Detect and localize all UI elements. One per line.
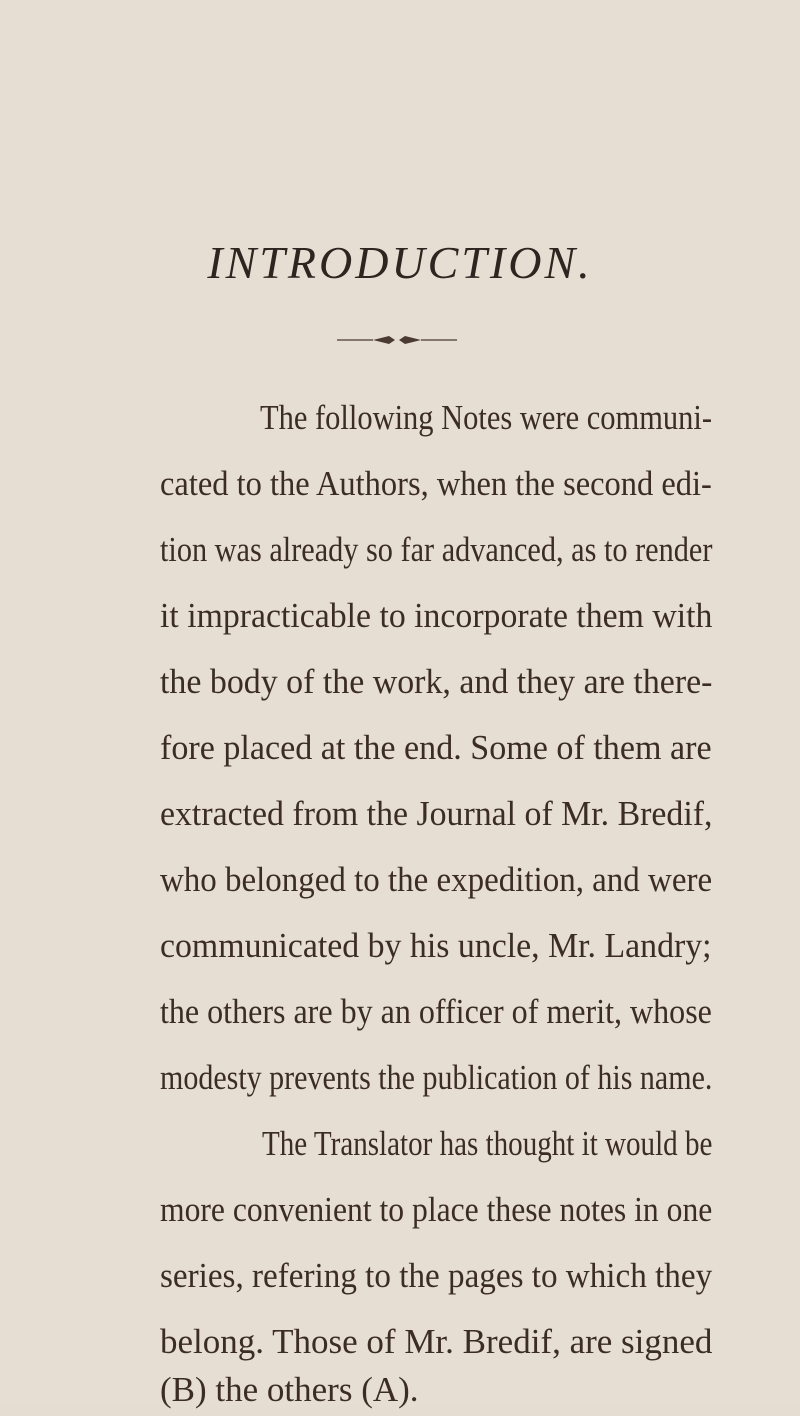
- text-line: belong. Those of Mr. Bredif, are signed: [160, 1322, 713, 1361]
- text-line: extracted from the Journal of Mr. Bredif,: [160, 794, 713, 833]
- text-line: cated to the Authors, when the second edi-: [160, 464, 712, 503]
- text-line: tion was already so far advanced, as to render: [160, 530, 713, 569]
- decorative-rule-icon: [337, 333, 457, 347]
- text-line: (B) the others (A).: [160, 1370, 419, 1409]
- text-line: fore placed at the end. Some of them are: [160, 728, 712, 767]
- text-line: it impracticable to incorporate them with: [160, 596, 713, 635]
- text-line: the body of the work, and they are there-: [160, 662, 713, 701]
- page-title: INTRODUCTION.: [207, 237, 593, 288]
- text-line: the others are by an officer of merit, whose: [160, 992, 712, 1031]
- text-line: more convenient to place these notes in one: [160, 1190, 713, 1229]
- text-line: modesty prevents the publication of his name.: [160, 1058, 713, 1097]
- text-line: communicated by his uncle, Mr. Landry;: [160, 926, 712, 965]
- text-line: The Translator has thought it would be: [262, 1124, 713, 1163]
- text-line: The following Notes were communi-: [260, 398, 713, 437]
- text-line: series, refering to the pages to which they: [160, 1256, 713, 1295]
- text-line: who belonged to the expedition, and were: [160, 860, 713, 899]
